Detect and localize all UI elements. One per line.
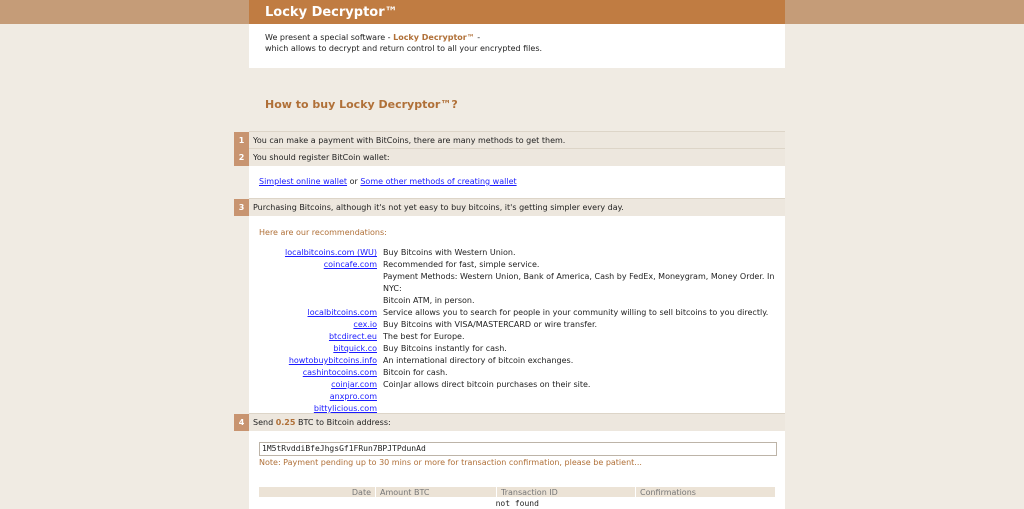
- step-1: [238, 131, 785, 149]
- exchange-description: The best for Europe.: [383, 332, 465, 341]
- bitcoin-address-field[interactable]: 1M5tRvddiBfeJhgsGf1FRun7BPJTPdunAd: [259, 442, 777, 456]
- exchange-description: Buy Bitcoins with Western Union.: [383, 248, 516, 257]
- top-banner: [0, 0, 1024, 24]
- product-name: Locky Decryptor™: [393, 33, 475, 42]
- step-number: 1: [234, 132, 249, 149]
- payment-note: Note: Payment pending up to 30 mins or more for transaction confirmation, please be patient...: [259, 458, 642, 467]
- exchange-link[interactable]: cex.io: [353, 320, 377, 329]
- exchange-description: Bitcoin for cash.: [383, 368, 448, 377]
- exchange-link[interactable]: cashintocoins.com: [302, 368, 377, 377]
- list-item: [259, 367, 779, 379]
- exchange-description: Buy Bitcoins with VISA/MASTERCARD or wire transfer.: [383, 320, 598, 329]
- step-number: 2: [234, 149, 249, 166]
- table-row: [259, 497, 776, 509]
- exchange-link[interactable]: localbitcoins.com (WU): [284, 248, 377, 257]
- step-text: Send 0.25 BTC to Bitcoin address:: [253, 418, 391, 427]
- step-3: [238, 198, 785, 216]
- intro-text: We present a special software - Locky Decryptor™ - which allows to decrypt and return control to all your encrypted files.: [265, 33, 543, 53]
- exchange-description: CoinJar allows direct bitcoin purchases on their site.: [383, 380, 591, 389]
- col-confirmations: Confirmations: [636, 487, 776, 497]
- exchange-description: Bitcoin ATM, in person.: [383, 296, 475, 305]
- list-item: [259, 307, 779, 319]
- other-wallet-methods-link[interactable]: Some other methods of creating wallet: [360, 177, 517, 186]
- howto-title: How to buy Locky Decryptor™?: [265, 98, 458, 111]
- exchange-description: Payment Methods: Western Union, Bank of America, Cash by FedEx, Moneygram, Money Order. In NYC:: [383, 272, 775, 293]
- list-item: [259, 355, 779, 367]
- col-date: Date: [259, 487, 376, 497]
- list-item: [259, 295, 779, 307]
- exchange-link[interactable]: coinjar.com: [331, 380, 377, 389]
- list-item: [259, 319, 779, 331]
- col-transaction-id: Transaction ID: [497, 487, 636, 497]
- list-item: [259, 247, 779, 259]
- step-2: [238, 148, 785, 166]
- transactions-table: [259, 487, 776, 509]
- empty-row-text: not found: [495, 498, 539, 508]
- list-item: [259, 343, 779, 355]
- exchange-link[interactable]: coincafe.com: [323, 260, 377, 269]
- col-amount: Amount BTC: [376, 487, 497, 497]
- exchange-description: Recommended for fast, simple service.: [383, 260, 540, 269]
- step-4: [238, 413, 785, 431]
- exchange-link[interactable]: bittylicious.com: [313, 404, 377, 413]
- simplest-wallet-link[interactable]: Simplest online wallet: [259, 177, 348, 186]
- recommendations-list: [259, 247, 779, 415]
- wallet-links: Simplest online wallet or Some other methods of creating wallet: [259, 177, 517, 186]
- step-number: 3: [234, 199, 249, 216]
- list-item: [259, 331, 779, 343]
- exchange-link[interactable]: howtobuybitcoins.info: [288, 356, 377, 365]
- list-item: [259, 391, 779, 403]
- step-text: You can make a payment with BitCoins, there are many methods to get them.: [253, 136, 566, 145]
- table-header-row: [259, 487, 776, 497]
- exchange-description: An international directory of bitcoin exchanges.: [383, 356, 574, 365]
- step-text: Purchasing Bitcoins, although it's not yet easy to buy bitcoins, it's getting simpler every day.: [253, 203, 624, 212]
- exchange-link[interactable]: bitquick.co: [333, 344, 377, 353]
- exchange-link[interactable]: anxpro.com: [329, 392, 377, 401]
- list-item: [259, 379, 779, 391]
- main-column: [238, 24, 785, 509]
- list-item: [259, 259, 779, 271]
- exchange-description: Service allows you to search for people in your community willing to sell bitcoins to you directly.: [383, 308, 769, 317]
- step-text: You should register BitCoin wallet:: [253, 153, 390, 162]
- exchange-link[interactable]: btcdirect.eu: [328, 332, 377, 341]
- list-item: [259, 271, 779, 295]
- recommendations-heading: Here are our recommendations:: [259, 228, 387, 237]
- step-number: 4: [234, 414, 249, 431]
- page-title: Locky Decryptor™: [265, 5, 398, 20]
- exchange-description: Buy Bitcoins instantly for cash.: [383, 344, 507, 353]
- exchange-description: [383, 391, 779, 403]
- exchange-link[interactable]: localbitcoins.com: [307, 308, 377, 317]
- btc-amount: 0.25: [275, 418, 296, 427]
